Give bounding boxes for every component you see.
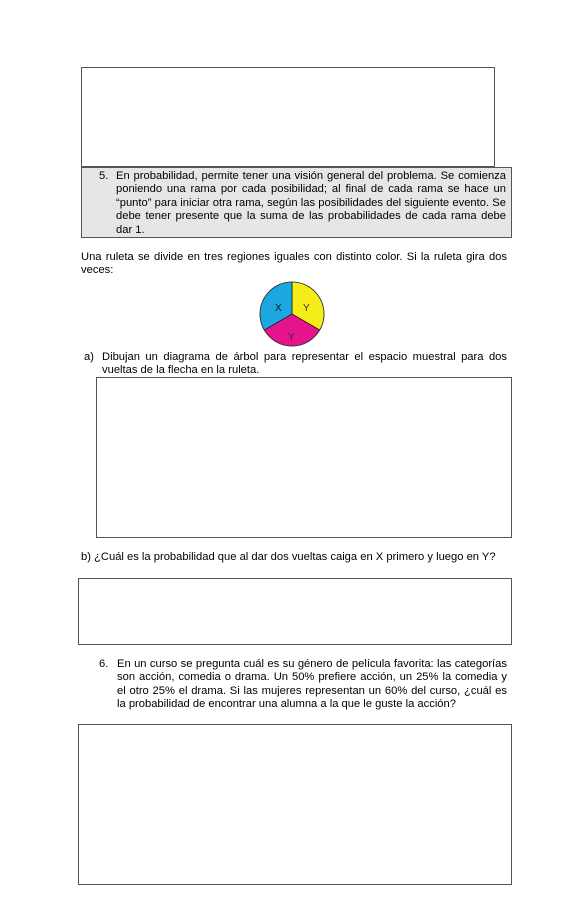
question-a-text: Dibujan un diagrama de árbol para representar el espacio muestral para dos vueltas de la flecha en la ruleta. [102,351,507,377]
question-6-number: 6. [99,658,109,670]
answer-box-b[interactable] [78,578,512,645]
label-x: X [275,303,282,314]
roulette-diagram [258,280,326,348]
answer-box-6[interactable] [78,724,512,885]
roulette-intro-text: Una ruleta se divide en tres regiones iguales con distinto color. Si la ruleta gira dos veces: [81,251,507,277]
question-a-marker: a) [84,351,94,363]
question-b: b) ¿Cuál es la probabilidad que al dar dos vueltas caiga en X primero y luego en Y? [81,551,496,563]
top-answer-box[interactable] [81,67,495,167]
label-y-bottom: Y [288,332,295,343]
label-y-top: Y [303,303,310,314]
question-6 [81,658,507,712]
item-number: 5. [99,170,109,182]
definition-item-5 [81,167,512,238]
roulette-wheel [258,280,326,348]
item-text: En probabilidad, permite tener una visión general del problema. Se comienza poniendo una rama por cada posibilidad; al final de cada rama se hace un “punto” para iniciar otra rama, según las posibilidades del siguiente evento. Se debe tener presente que la suma de las probabilidades de cada rama debe dar 1. [116,170,506,236]
answer-box-a[interactable] [96,377,512,538]
question-a [81,351,507,378]
question-6-text: En un curso se pregunta cuál es su género de película favorita: las categorías son acción, comedia o drama. Un 50% prefiere acción, un 25% la comedia y el otro 25% el drama. Si las mujeres representan un 60% del curso, ¿cuál es la probabilidad de encontrar una alumna a la que le guste la acción? [117,658,507,711]
